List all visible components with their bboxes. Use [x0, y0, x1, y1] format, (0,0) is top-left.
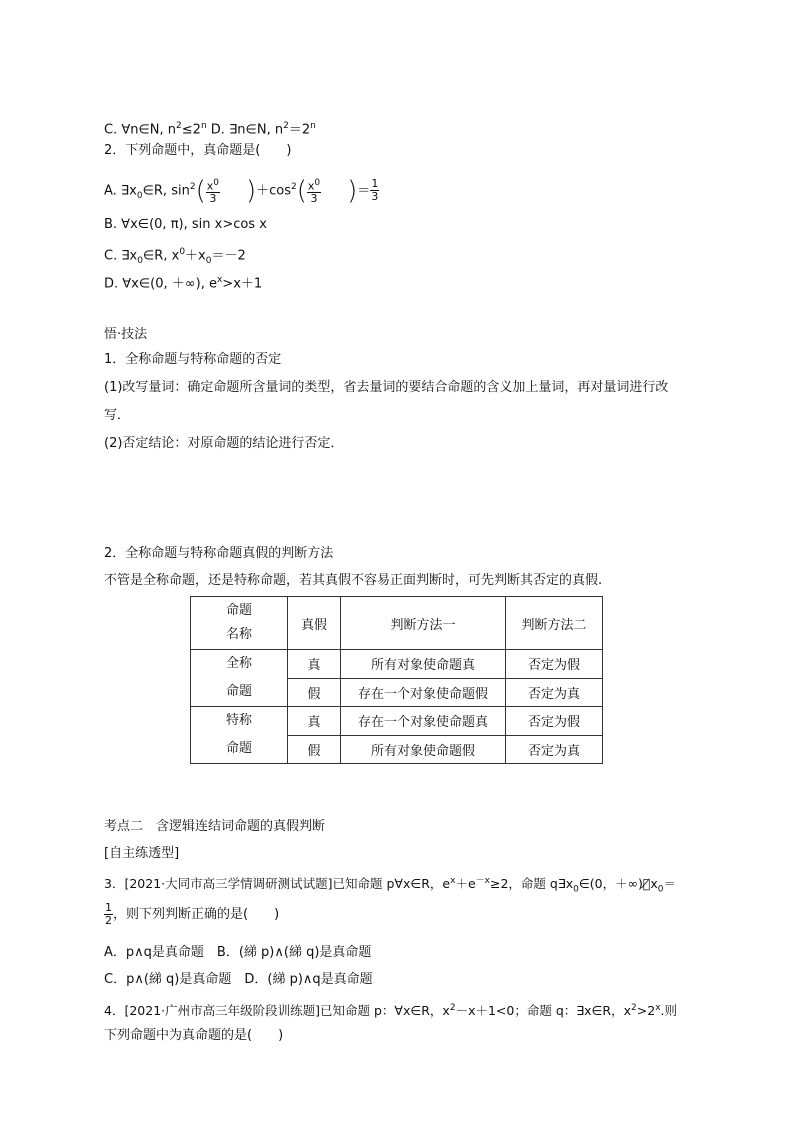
method-p1a: (1)改写量词：确定命题所含量词的类型，省去量词的要结合命题的含义加上量词，再对量词进行改 [104, 380, 669, 395]
table-cell: 真 [288, 707, 341, 736]
q2-stem: 2．下列命题中，真命题是( ) [104, 143, 292, 158]
section-type: [自主练透型] [104, 846, 180, 861]
q2-option-a: A. $\exists x_0\in R$, $\sin^2$( $\frac{x^0}{3}$ )$+\cos^2$( $\frac{x^0}{3}$ )＝ $\frac{1}{3}$ [104, 175, 379, 206]
table-cell: 所有对象使命题假 [341, 735, 506, 764]
q2-option-b: B. ∀x∈(0, π), sin x>cos x [104, 217, 267, 232]
table-header-method2: 判断方法二 [506, 597, 603, 650]
q2-option-c: C. $\exists x_0\in R$, $x^0+x_0=-2$ [104, 247, 246, 266]
q4-line2: 下列命题中为真命题的是( ) [104, 1028, 284, 1043]
table-cell: 所有对象使命题真 [341, 650, 506, 679]
table-cell: 否定为真 [506, 735, 603, 764]
q3-line1: 3．[2021·大同市高三学情调研测试试题]已知命题 p∀x∈R，$e^x+e^{-x}\ge 2$，命题 $q\exists x_0\in(0$，＋∞)，$̸x_0=$ [104, 876, 677, 895]
table-cell-name: 特称 命题 [191, 707, 288, 764]
table-cell: 否定为真 [506, 678, 603, 707]
table-cell: 存在一个对象使命题假 [341, 678, 506, 707]
table-cell: 真 [288, 650, 341, 679]
q2-option-d: D. ∀x∈(0, ＋∞), $e^x>x+1$ [104, 275, 263, 292]
truth-method-table [190, 596, 603, 764]
q3-options-cd: C．p∧(綈 q)是真命题 D．(綈 p)∧q是真命题 [104, 972, 373, 987]
table-row [191, 650, 603, 679]
method-heading: 悟·技法 [104, 327, 148, 342]
table-header-row [191, 597, 603, 650]
section-title: 考点二 含逻辑连结词命题的真假判断 [104, 819, 326, 834]
table-cell: 假 [288, 678, 341, 707]
table-cell: 否定为假 [506, 650, 603, 679]
q1-options-cd: C. ∀n∈N, $n^2\le 2^n$ D. ∃n∈N, $n^2=2^n$ [104, 121, 316, 138]
table-header-truth: 真假 [288, 597, 341, 650]
method-p2: (2)否定结论：对原命题的结论进行否定． [104, 436, 344, 451]
table-row [191, 707, 603, 736]
table-header-name: 命题 名称 [191, 597, 288, 650]
q3-options-ab: A．p∧q是真命题 B．(綈 p)∧(綈 q)是真命题 [104, 945, 372, 960]
method-sub1: 1．全称命题与特称命题的否定 [104, 352, 282, 367]
table-cell: 假 [288, 735, 341, 764]
table-header-method1: 判断方法一 [341, 597, 506, 650]
table-cell-name: 全称 命题 [191, 650, 288, 707]
table-cell: 存在一个对象使命题真 [341, 707, 506, 736]
q3-line2: $\frac{1}{2}$ ，则下列判断正确的是( ) [105, 901, 280, 927]
q4-line1: 4．[2021·广州市高三年级阶段训练题]已知命题 p：∀x∈R，$x^2-x+1<0$；命题 q：∃x∈R，$x^2>2^x$.则 [104, 1003, 677, 1019]
method-p1b: 写． [104, 408, 131, 423]
method-p3: 不管是全称命题，还是特称命题，若其真假不容易正面判断时，可先判断其否定的真假. [104, 573, 603, 588]
table-cell: 否定为假 [506, 707, 603, 736]
method-sub2: 2．全称命题与特称命题真假的判断方法 [104, 546, 334, 561]
